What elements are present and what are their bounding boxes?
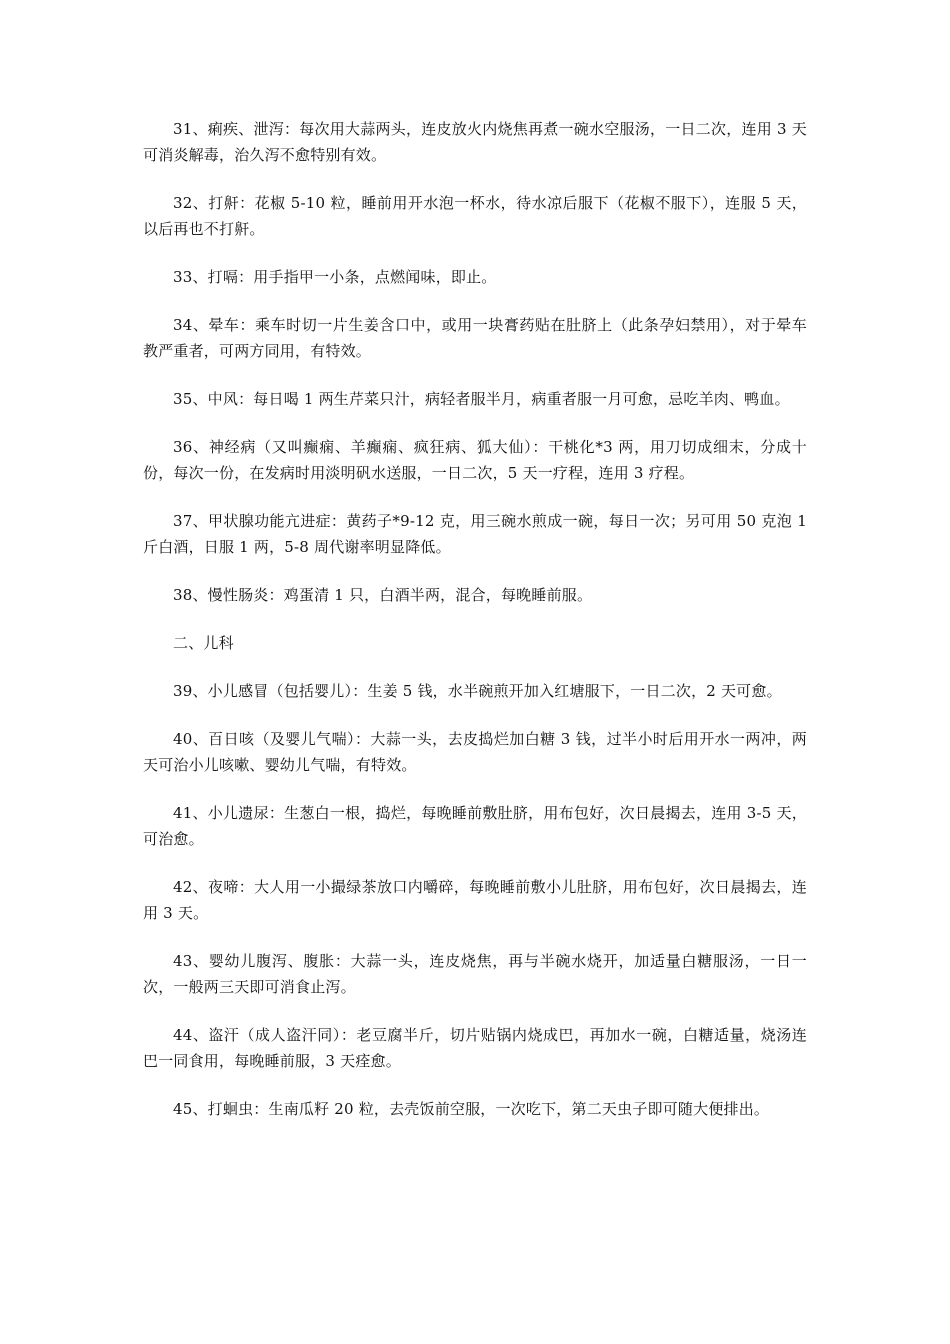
section-heading-pediatrics: 二、儿科 [173,634,234,652]
remedy-43-infant-diarrhea: 43、婴幼儿腹泻、腹胀：大蒜一头，连皮烧焦，再与半碗水烧开，加适量白糖服汤，一日一次，一般两三天即可消食止泻。 [143,952,807,996]
remedy-41-bedwetting: 41、小儿遗尿：生葱白一根，捣烂，每晚睡前敷肚脐，用布包好，次日晨揭去，连用 3-5 天，可治愈。 [143,804,807,848]
remedy-37-hyperthyroidism: 37、甲状腺功能亢进症：黄药子*9-12 克，用三碗水煎成一碗，每日一次；另可用 50 克泡 1 斤白酒，日服 1 两，5-8 周代谢率明显降低。 [143,512,807,556]
remedy-45-roundworm: 45、打蛔虫：生南瓜籽 20 粒，去壳饭前空服，一次吃下，第二天虫子即可随大便排出。 [173,1100,770,1118]
remedy-34-motion-sickness: 34、晕车：乘车时切一片生姜含口中，或用一块膏药贴在肚脐上（此条孕妇禁用），对于晕车教严重者，可两方同用，有特效。 [143,316,807,360]
document-body [143,116,807,1144]
remedy-33-hiccup: 33、打嗝：用手指甲一小条，点燃闻味，即止。 [173,268,497,286]
remedy-44-night-sweats: 44、盗汗（成人盗汗同）：老豆腐半斤，切片贴锅内烧成巴，再加水一碗，白糖适量，烧汤连巴一同食用，每晚睡前服，3 天痊愈。 [143,1026,807,1070]
remedy-31-dysentery: 31、痢疾、泄泻：每次用大蒜两头，连皮放火内烧焦再煮一碗水空服汤，一日二次，连用 3 天可消炎解毒，治久泻不愈特别有效。 [143,120,807,164]
remedy-36-neurological: 36、神经病（又叫癫痫、羊癫痫、疯狂病、狐大仙）：干桃化*3 两，用刀切成细末，分成十份，每次一份，在发病时用淡明矾水送服，一日二次，5 天一疗程，连用 3 疗程。 [143,438,807,482]
remedy-38-chronic-enteritis: 38、慢性肠炎：鸡蛋清 1 只，白酒半两，混合，每晚睡前服。 [173,586,593,604]
remedy-39-child-cold: 39、小儿感冒（包括婴儿）：生姜 5 钱，水半碗煎开加入红塘服下，一日二次，2 天可愈。 [173,682,782,700]
remedy-32-snoring: 32、打鼾：花椒 5-10 粒，睡前用开水泡一杯水，待水凉后服下（花椒不服下），连服 5 天，以后再也不打鼾。 [143,194,807,238]
remedy-40-whooping-cough: 40、百日咳（及婴儿气喘）：大蒜一头，去皮捣烂加白糖 3 钱，过半小时后用开水一两冲，两天可治小儿咳嗽、婴幼儿气喘，有特效。 [143,730,807,774]
remedy-42-night-crying: 42、夜啼：大人用一小撮绿茶放口内嚼碎，每晚睡前敷小儿肚脐，用布包好，次日晨揭去，连用 3 天。 [143,878,807,922]
remedy-35-stroke: 35、中风：每日喝 1 两生芹菜只汁，病轻者服半月，病重者服一月可愈，忌吃羊肉、鸭血。 [173,390,790,408]
